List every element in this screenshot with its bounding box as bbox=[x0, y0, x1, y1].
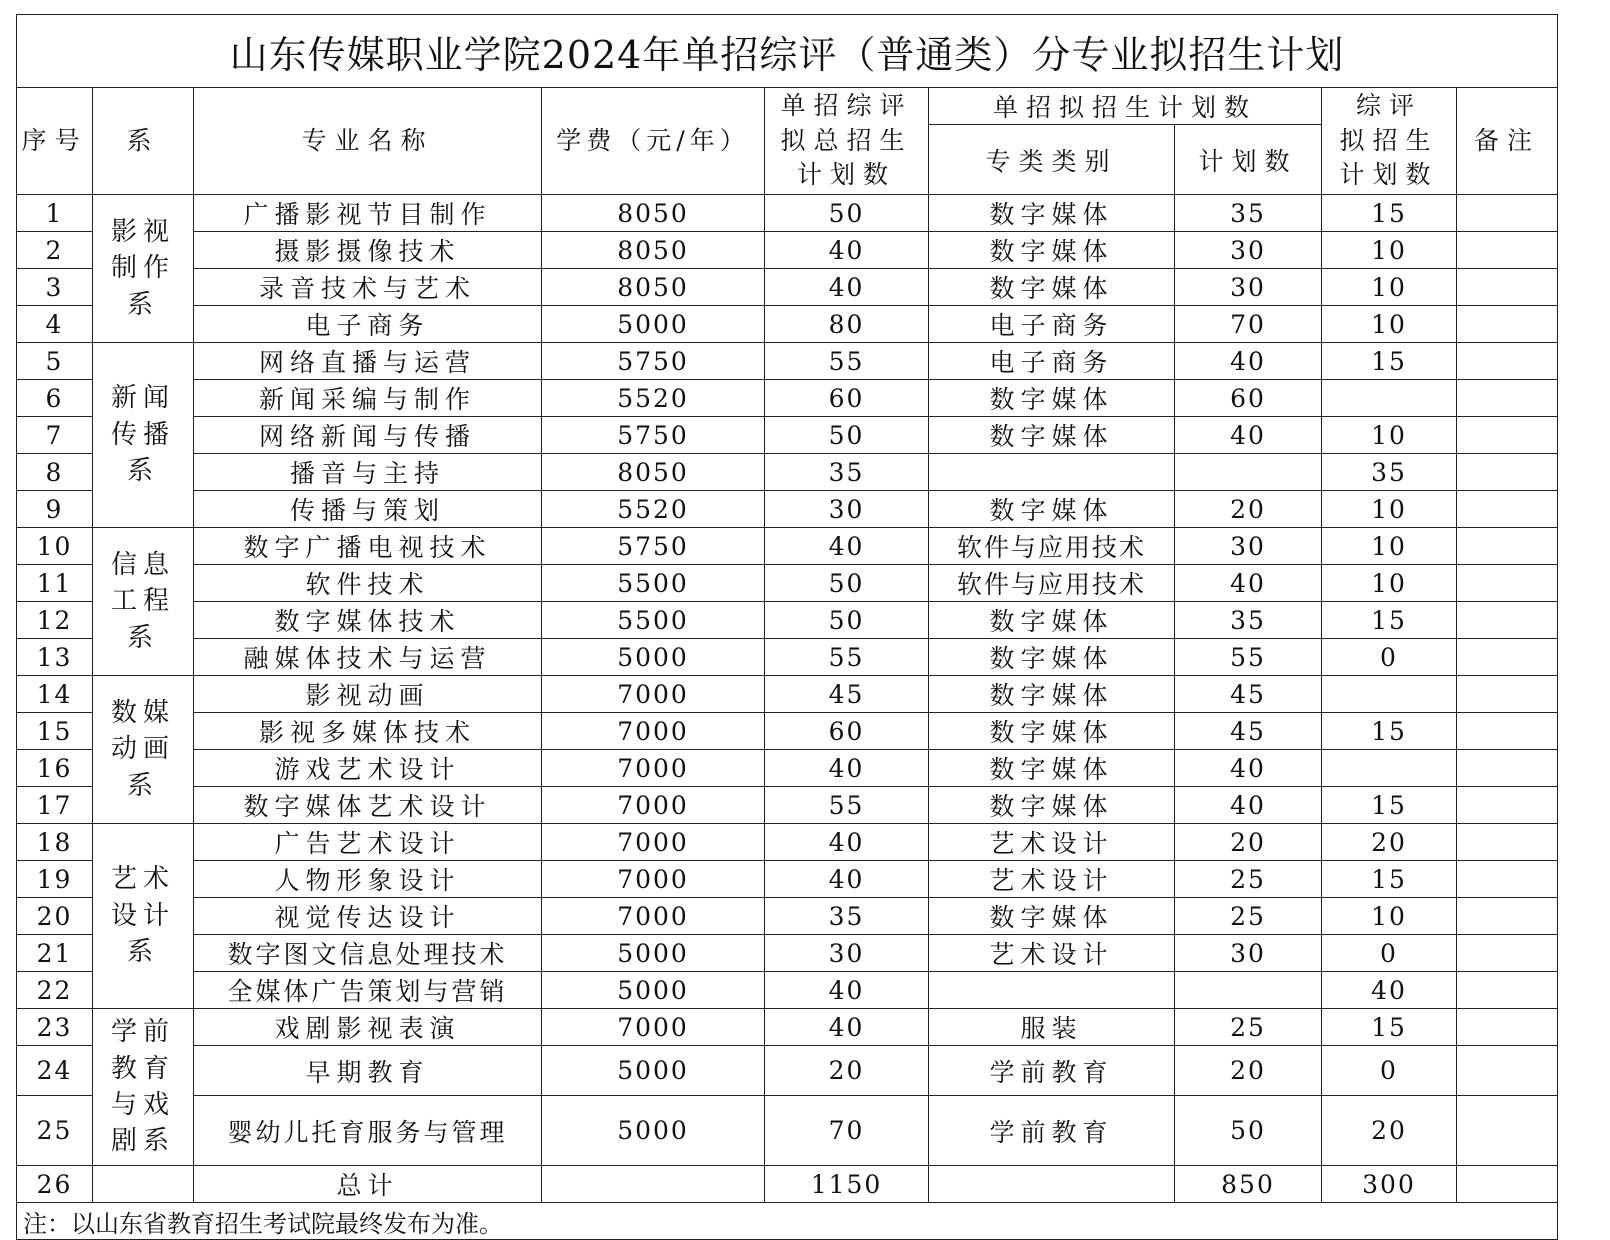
table-row bbox=[17, 898, 1558, 935]
row-comp-plan: 10 bbox=[1322, 306, 1457, 343]
row-major: 数字媒体艺术设计 bbox=[194, 787, 542, 824]
row-total-plan: 40 bbox=[765, 232, 929, 269]
row-total-plan: 40 bbox=[765, 972, 929, 1009]
row-major: 融媒体技术与运营 bbox=[194, 639, 542, 676]
department-name-line: 设计 bbox=[110, 900, 175, 931]
row-seq: 15 bbox=[17, 713, 93, 750]
row-plan-count: 30 bbox=[1175, 232, 1322, 269]
row-plan-count: 25 bbox=[1175, 1009, 1322, 1046]
row-comp-plan: 0 bbox=[1322, 1046, 1457, 1096]
row-remark bbox=[1457, 565, 1558, 602]
department-name-line: 系 bbox=[126, 770, 159, 801]
row-major: 全媒体广告策划与营销 bbox=[194, 972, 542, 1009]
row-remark bbox=[1457, 861, 1558, 898]
row-fee: 8050 bbox=[542, 269, 765, 306]
row-major: 视觉传达设计 bbox=[194, 898, 542, 935]
row-comp-plan: 35 bbox=[1322, 454, 1457, 491]
department-name-line: 制作 bbox=[110, 253, 175, 284]
row-remark bbox=[1457, 232, 1558, 269]
department-name-line: 剧系 bbox=[110, 1126, 175, 1157]
table-row bbox=[17, 269, 1558, 306]
row-category: 软件与应用技术 bbox=[929, 528, 1175, 565]
total-plan-count-sum: 850 bbox=[1175, 1166, 1322, 1203]
row-seq: 20 bbox=[17, 898, 93, 935]
row-fee: 5520 bbox=[542, 491, 765, 528]
total-fee-empty bbox=[542, 1166, 765, 1203]
row-category: 数字媒体 bbox=[929, 491, 1175, 528]
row-category: 学前教育 bbox=[929, 1046, 1175, 1096]
row-seq: 10 bbox=[17, 528, 93, 565]
row-plan-count: 25 bbox=[1175, 898, 1322, 935]
row-comp-plan: 0 bbox=[1322, 935, 1457, 972]
row-remark bbox=[1457, 824, 1558, 861]
table-row bbox=[17, 972, 1558, 1009]
row-total-plan: 60 bbox=[765, 713, 929, 750]
table-row bbox=[17, 195, 1558, 232]
row-remark bbox=[1457, 787, 1558, 824]
row-major: 数字媒体技术 bbox=[194, 602, 542, 639]
row-plan-count: 20 bbox=[1175, 491, 1322, 528]
row-fee: 7000 bbox=[542, 750, 765, 787]
row-remark bbox=[1457, 269, 1558, 306]
row-comp-plan: 15 bbox=[1322, 1009, 1457, 1046]
row-remark bbox=[1457, 380, 1558, 417]
row-seq: 24 bbox=[17, 1046, 93, 1096]
department-name-line: 数媒 bbox=[110, 697, 175, 728]
row-plan-count: 40 bbox=[1175, 787, 1322, 824]
row-category: 服装 bbox=[929, 1009, 1175, 1046]
row-total-plan: 50 bbox=[765, 565, 929, 602]
table-row bbox=[17, 602, 1558, 639]
row-total-plan: 40 bbox=[765, 824, 929, 861]
row-remark bbox=[1457, 676, 1558, 713]
row-comp-plan: 15 bbox=[1322, 602, 1457, 639]
row-major: 传播与策划 bbox=[194, 491, 542, 528]
row-seq: 23 bbox=[17, 1009, 93, 1046]
row-plan-count: 30 bbox=[1175, 528, 1322, 565]
row-total-plan: 50 bbox=[765, 195, 929, 232]
row-fee: 5000 bbox=[542, 1046, 765, 1096]
row-plan-count: 50 bbox=[1175, 1096, 1322, 1166]
row-plan-count: 40 bbox=[1175, 565, 1322, 602]
header-comp-plan-line: 综评 bbox=[1355, 91, 1422, 121]
header-major: 专业名称 bbox=[194, 88, 542, 195]
row-plan-count: 35 bbox=[1175, 602, 1322, 639]
row-remark bbox=[1457, 343, 1558, 380]
row-comp-plan: 40 bbox=[1322, 972, 1457, 1009]
row-fee: 7000 bbox=[542, 861, 765, 898]
row-remark bbox=[1457, 898, 1558, 935]
row-total-plan: 40 bbox=[765, 528, 929, 565]
table-row bbox=[17, 676, 1558, 713]
table-row bbox=[17, 380, 1558, 417]
row-major: 数字广播电视技术 bbox=[194, 528, 542, 565]
row-category: 数字媒体 bbox=[929, 269, 1175, 306]
table-row bbox=[17, 787, 1558, 824]
row-total-plan: 80 bbox=[765, 306, 929, 343]
row-seq: 5 bbox=[17, 343, 93, 380]
department-name-line: 系 bbox=[126, 937, 159, 968]
table-row bbox=[17, 232, 1558, 269]
row-seq: 2 bbox=[17, 232, 93, 269]
total-comp-sum: 300 bbox=[1322, 1166, 1457, 1203]
department-name-line: 传播 bbox=[110, 419, 175, 450]
table-row bbox=[17, 1046, 1558, 1096]
row-fee: 5000 bbox=[542, 639, 765, 676]
row-seq: 13 bbox=[17, 639, 93, 676]
row-fee: 7000 bbox=[542, 1009, 765, 1046]
department-name-line: 动画 bbox=[110, 734, 175, 765]
row-major: 新闻采编与制作 bbox=[194, 380, 542, 417]
department-name-line: 系 bbox=[126, 622, 159, 653]
row-category: 数字媒体 bbox=[929, 639, 1175, 676]
table-row bbox=[17, 417, 1558, 454]
row-plan-count: 60 bbox=[1175, 380, 1322, 417]
row-plan-count: 70 bbox=[1175, 306, 1322, 343]
department-name-line: 学前 bbox=[110, 1017, 175, 1048]
row-plan-count: 45 bbox=[1175, 676, 1322, 713]
row-plan-count bbox=[1175, 972, 1322, 1009]
table-row bbox=[17, 935, 1558, 972]
row-category: 数字媒体 bbox=[929, 713, 1175, 750]
row-fee: 5750 bbox=[542, 417, 765, 454]
row-seq: 11 bbox=[17, 565, 93, 602]
total-category-empty bbox=[929, 1166, 1175, 1203]
table-row bbox=[17, 454, 1558, 491]
department-name-line: 工程 bbox=[110, 586, 175, 617]
row-fee: 7000 bbox=[542, 713, 765, 750]
row-fee: 8050 bbox=[542, 454, 765, 491]
department-name-line: 与戏 bbox=[110, 1090, 175, 1120]
row-fee: 5520 bbox=[542, 380, 765, 417]
row-major: 摄影摄像技术 bbox=[194, 232, 542, 269]
table-row bbox=[17, 861, 1558, 898]
row-total-plan: 55 bbox=[765, 343, 929, 380]
table-row bbox=[17, 491, 1558, 528]
row-plan-count: 40 bbox=[1175, 750, 1322, 787]
row-major: 影视多媒体技术 bbox=[194, 713, 542, 750]
row-major: 软件技术 bbox=[194, 565, 542, 602]
row-remark bbox=[1457, 1046, 1558, 1096]
row-fee: 7000 bbox=[542, 898, 765, 935]
row-category: 学前教育 bbox=[929, 1096, 1175, 1166]
row-plan-count: 20 bbox=[1175, 824, 1322, 861]
row-fee: 7000 bbox=[542, 824, 765, 861]
row-category: 软件与应用技术 bbox=[929, 565, 1175, 602]
row-total-plan: 40 bbox=[765, 750, 929, 787]
header-seq: 序号 bbox=[17, 88, 93, 195]
row-comp-plan: 20 bbox=[1322, 1096, 1457, 1166]
row-seq: 25 bbox=[17, 1096, 93, 1166]
row-seq: 8 bbox=[17, 454, 93, 491]
total-seq: 26 bbox=[17, 1166, 93, 1203]
header-plan-count: 计划数 bbox=[1175, 125, 1322, 195]
row-plan-count: 55 bbox=[1175, 639, 1322, 676]
row-fee: 8050 bbox=[542, 232, 765, 269]
row-total-plan: 70 bbox=[765, 1096, 929, 1166]
header-total-plan-line: 计划数 bbox=[796, 160, 896, 190]
row-comp-plan: 10 bbox=[1322, 269, 1457, 306]
header-remark: 备注 bbox=[1457, 88, 1558, 195]
row-major: 广播影视节目制作 bbox=[194, 195, 542, 232]
row-total-plan: 40 bbox=[765, 269, 929, 306]
row-major: 网络直播与运营 bbox=[194, 343, 542, 380]
header-comp-plan-line: 计划数 bbox=[1339, 160, 1439, 190]
row-comp-plan: 10 bbox=[1322, 232, 1457, 269]
row-remark bbox=[1457, 750, 1558, 787]
row-total-plan: 30 bbox=[765, 935, 929, 972]
row-major: 影视动画 bbox=[194, 676, 542, 713]
row-category: 数字媒体 bbox=[929, 750, 1175, 787]
row-major: 游戏艺术设计 bbox=[194, 750, 542, 787]
total-label: 总计 bbox=[194, 1166, 542, 1203]
header-total-plan bbox=[765, 88, 929, 195]
row-major: 网络新闻与传播 bbox=[194, 417, 542, 454]
row-remark bbox=[1457, 306, 1558, 343]
row-category: 数字媒体 bbox=[929, 676, 1175, 713]
row-comp-plan: 10 bbox=[1322, 565, 1457, 602]
row-remark bbox=[1457, 602, 1558, 639]
department-name-line: 系 bbox=[126, 289, 159, 320]
total-remark-empty bbox=[1457, 1166, 1558, 1203]
row-seq: 12 bbox=[17, 602, 93, 639]
row-category: 数字媒体 bbox=[929, 417, 1175, 454]
row-remark bbox=[1457, 195, 1558, 232]
row-fee: 5750 bbox=[542, 528, 765, 565]
row-fee: 8050 bbox=[542, 195, 765, 232]
department-name-line: 教育 bbox=[110, 1053, 175, 1084]
header-comp-plan bbox=[1322, 88, 1457, 195]
row-major: 早期教育 bbox=[194, 1046, 542, 1096]
department-name-line: 影视 bbox=[110, 216, 175, 247]
row-comp-plan: 20 bbox=[1322, 824, 1457, 861]
row-remark bbox=[1457, 491, 1558, 528]
department-cell bbox=[93, 528, 194, 676]
row-major: 广告艺术设计 bbox=[194, 824, 542, 861]
footnote: 注：以山东省教育招生考试院最终发布为准。 bbox=[17, 1203, 1558, 1240]
row-plan-count: 30 bbox=[1175, 269, 1322, 306]
enrollment-plan-table bbox=[16, 14, 1558, 1240]
row-plan-count: 25 bbox=[1175, 861, 1322, 898]
department-name-line: 新闻 bbox=[110, 383, 175, 414]
total-row bbox=[17, 1166, 1558, 1203]
row-comp-plan: 10 bbox=[1322, 417, 1457, 454]
department-cell bbox=[93, 824, 194, 1009]
row-category bbox=[929, 454, 1175, 491]
row-seq: 3 bbox=[17, 269, 93, 306]
table-row bbox=[17, 1096, 1558, 1166]
row-total-plan: 40 bbox=[765, 861, 929, 898]
row-seq: 21 bbox=[17, 935, 93, 972]
header-comp-plan-line: 拟招生 bbox=[1339, 125, 1439, 155]
department-name-line: 艺术 bbox=[110, 864, 175, 895]
table-row bbox=[17, 824, 1558, 861]
row-plan-count: 45 bbox=[1175, 713, 1322, 750]
total-dept-empty bbox=[93, 1166, 194, 1203]
row-category: 数字媒体 bbox=[929, 602, 1175, 639]
row-seq: 14 bbox=[17, 676, 93, 713]
row-plan-count bbox=[1175, 454, 1322, 491]
row-comp-plan: 15 bbox=[1322, 713, 1457, 750]
row-fee: 5500 bbox=[542, 602, 765, 639]
row-category: 艺术设计 bbox=[929, 935, 1175, 972]
row-remark bbox=[1457, 1009, 1558, 1046]
row-comp-plan: 15 bbox=[1322, 195, 1457, 232]
row-comp-plan: 10 bbox=[1322, 491, 1457, 528]
row-category: 数字媒体 bbox=[929, 787, 1175, 824]
row-plan-count: 40 bbox=[1175, 343, 1322, 380]
row-total-plan: 50 bbox=[765, 417, 929, 454]
table-row bbox=[17, 343, 1558, 380]
department-cell bbox=[93, 343, 194, 528]
row-comp-plan bbox=[1322, 676, 1457, 713]
row-seq: 18 bbox=[17, 824, 93, 861]
row-fee: 5000 bbox=[542, 1096, 765, 1166]
row-category: 数字媒体 bbox=[929, 195, 1175, 232]
row-total-plan: 35 bbox=[765, 898, 929, 935]
row-total-plan: 35 bbox=[765, 454, 929, 491]
row-fee: 5000 bbox=[542, 306, 765, 343]
row-remark bbox=[1457, 528, 1558, 565]
row-remark bbox=[1457, 1096, 1558, 1166]
row-category: 数字媒体 bbox=[929, 232, 1175, 269]
row-category: 电子商务 bbox=[929, 306, 1175, 343]
row-seq: 1 bbox=[17, 195, 93, 232]
row-remark bbox=[1457, 454, 1558, 491]
department-cell bbox=[93, 1009, 194, 1166]
row-total-plan: 40 bbox=[765, 1009, 929, 1046]
row-total-plan: 30 bbox=[765, 491, 929, 528]
row-seq: 19 bbox=[17, 861, 93, 898]
row-seq: 22 bbox=[17, 972, 93, 1009]
row-remark bbox=[1457, 713, 1558, 750]
table-row bbox=[17, 1009, 1558, 1046]
department-cell bbox=[93, 676, 194, 824]
table-row bbox=[17, 565, 1558, 602]
row-major: 录音技术与艺术 bbox=[194, 269, 542, 306]
row-comp-plan: 15 bbox=[1322, 861, 1457, 898]
row-category bbox=[929, 972, 1175, 1009]
row-seq: 6 bbox=[17, 380, 93, 417]
row-comp-plan: 10 bbox=[1322, 528, 1457, 565]
row-seq: 9 bbox=[17, 491, 93, 528]
row-seq: 7 bbox=[17, 417, 93, 454]
table-row bbox=[17, 750, 1558, 787]
table-row bbox=[17, 713, 1558, 750]
row-major: 数字图文信息处理技术 bbox=[194, 935, 542, 972]
row-fee: 7000 bbox=[542, 787, 765, 824]
row-remark bbox=[1457, 417, 1558, 454]
header-category: 专类类别 bbox=[929, 125, 1175, 195]
row-seq: 16 bbox=[17, 750, 93, 787]
table-row bbox=[17, 528, 1558, 565]
row-major: 电子商务 bbox=[194, 306, 542, 343]
row-category: 数字媒体 bbox=[929, 380, 1175, 417]
row-total-plan: 60 bbox=[765, 380, 929, 417]
row-total-plan: 55 bbox=[765, 787, 929, 824]
row-plan-count: 20 bbox=[1175, 1046, 1322, 1096]
row-plan-count: 30 bbox=[1175, 935, 1322, 972]
row-seq: 4 bbox=[17, 306, 93, 343]
row-fee: 5750 bbox=[542, 343, 765, 380]
row-comp-plan: 15 bbox=[1322, 787, 1457, 824]
row-major: 人物形象设计 bbox=[194, 861, 542, 898]
total-plan-sum: 1150 bbox=[765, 1166, 929, 1203]
row-remark bbox=[1457, 972, 1558, 1009]
row-seq: 17 bbox=[17, 787, 93, 824]
row-remark bbox=[1457, 935, 1558, 972]
row-category: 艺术设计 bbox=[929, 824, 1175, 861]
row-comp-plan: 15 bbox=[1322, 343, 1457, 380]
row-major: 播音与主持 bbox=[194, 454, 542, 491]
row-category: 数字媒体 bbox=[929, 898, 1175, 935]
row-fee: 5000 bbox=[542, 935, 765, 972]
header-total-plan-line: 单招综评 bbox=[780, 91, 913, 121]
table-row bbox=[17, 306, 1558, 343]
row-major: 婴幼儿托育服务与管理 bbox=[194, 1096, 542, 1166]
row-fee: 5500 bbox=[542, 565, 765, 602]
row-category: 艺术设计 bbox=[929, 861, 1175, 898]
header-fee: 学费（元/年） bbox=[542, 88, 765, 195]
row-comp-plan: 0 bbox=[1322, 639, 1457, 676]
row-fee: 5000 bbox=[542, 972, 765, 1009]
department-name-line: 信息 bbox=[110, 549, 175, 580]
department-name-line: 系 bbox=[126, 456, 159, 487]
table-row bbox=[17, 639, 1558, 676]
row-plan-count: 40 bbox=[1175, 417, 1322, 454]
row-total-plan: 55 bbox=[765, 639, 929, 676]
row-fee: 7000 bbox=[542, 676, 765, 713]
page-title: 山东传媒职业学院2024年单招综评（普通类）分专业拟招生计划 bbox=[17, 15, 1558, 88]
department-cell bbox=[93, 195, 194, 343]
row-total-plan: 20 bbox=[765, 1046, 929, 1096]
row-plan-count: 35 bbox=[1175, 195, 1322, 232]
row-comp-plan: 10 bbox=[1322, 898, 1457, 935]
row-major: 戏剧影视表演 bbox=[194, 1009, 542, 1046]
row-total-plan: 50 bbox=[765, 602, 929, 639]
row-comp-plan bbox=[1322, 750, 1457, 787]
row-category: 电子商务 bbox=[929, 343, 1175, 380]
row-total-plan: 45 bbox=[765, 676, 929, 713]
header-single-plan: 单招拟招生计划数 bbox=[929, 88, 1322, 125]
header-total-plan-line: 拟总招生 bbox=[780, 125, 913, 155]
row-comp-plan bbox=[1322, 380, 1457, 417]
row-remark bbox=[1457, 639, 1558, 676]
header-dept: 系 bbox=[93, 88, 194, 195]
